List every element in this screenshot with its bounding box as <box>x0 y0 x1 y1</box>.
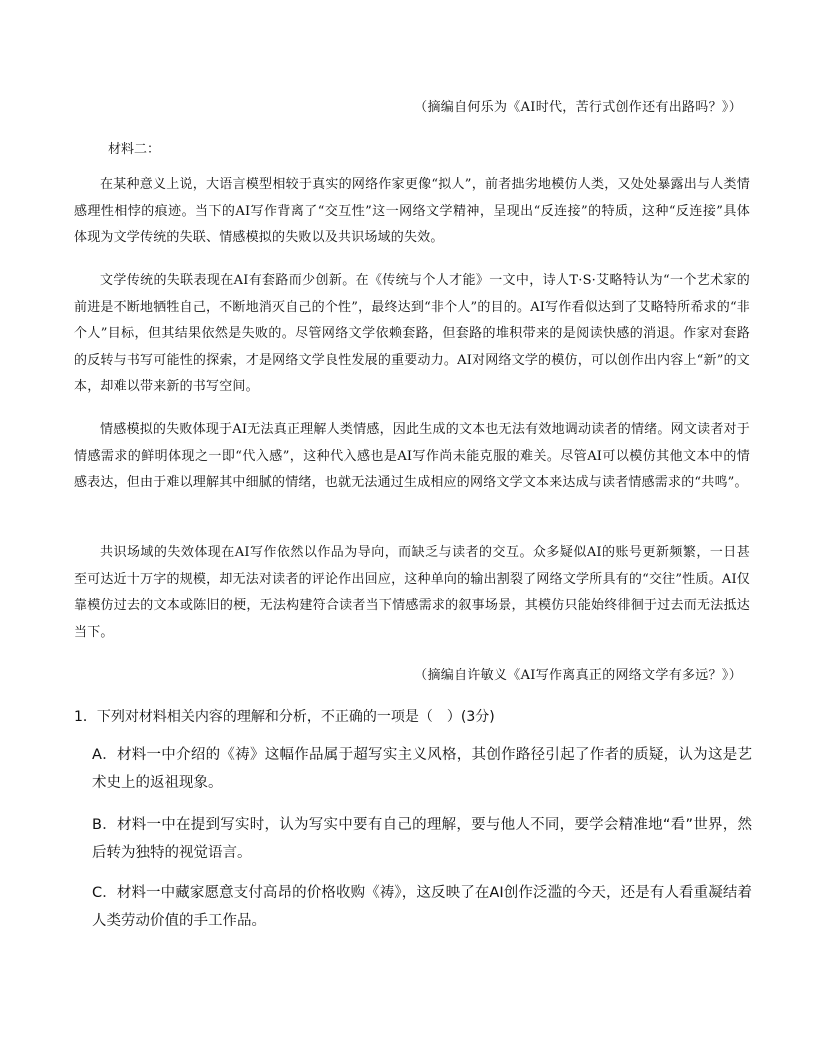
question-stem: 1．下列对材料相关内容的理解和分析，不正确的一项是（ ）(3分) <box>74 709 495 725</box>
source-citation-2: （摘编自许敏义《AI写作离真正的网络文学有多远？》） <box>414 668 742 683</box>
option-b[interactable]: B．材料一中在提到写实时，认为写实中要有自己的理解，要与他人不同，要学会精准地“看”世界，然后转为独特的视觉语言。 <box>92 817 752 861</box>
option-a[interactable]: A．材料一中介绍的《祷》这幅作品属于超写实主义风格，其创作路径引起了作者的质疑，认为这是艺术史上的返祖现象。 <box>92 747 752 791</box>
paragraph-2: 文学传统的失联表现在AI有套路而少创新。在《传统与个人才能》一文中，诗人T·S·艾略特认为“一个艺术家的前进是不断地牺牲自己，不断地消灭自己的个性”，最终达到“非个人”的目的。AI写作看似达到了艾略特所希求的“非个人”目标，但其结果依然是失败的。尽管网络文学依赖套路，但套路的堆积带来的是阅读快感的消退。作家对套路的反转与书写可能性的探索，才是网络文学良性发展的重要动力。AI对网络文学的模仿，可以创作出内容上“新”的文本，却难以带来新的书写空间。 <box>74 273 750 394</box>
option-c[interactable]: C．材料一中藏家愿意支付高昂的价格收购《祷》，这反映了在AI创作泛滥的今天，还是有人看重凝结着人类劳动价值的手工作品。 <box>92 885 752 929</box>
paragraph-1: 在某种意义上说，大语言模型相较于真实的网络作家更像“拟人”，前者拙劣地模仿人类，又处处暴露出与人类情感理性相悖的痕迹。当下的AI写作背离了“交互性”这一网络文学精神，呈现出“反连接”的特质，这种“反连接”具体体现为文学传统的失联、情感模拟的失败以及共识场域的失效。 <box>74 177 750 245</box>
source-citation-1: （摘编自何乐为《AI时代，苦行式创作还有出路吗？》） <box>414 100 742 115</box>
paragraph-3: 情感模拟的失败体现于AI无法真正理解人类情感，因此生成的文本也无法有效地调动读者的情绪。网文读者对于情感需求的鲜明体现之一即“代入感”，这种代入感也是AI写作尚未能克服的难关。尽管AI可以模仿其他文本中的情感表达，但由于难以理解其中细腻的情绪，也就无法通过生成相应的网络文学文本来达成与读者情感需求的“共鸣”。 <box>74 422 750 490</box>
paragraph-4: 共识场域的失效体现在AI写作依然以作品为导向，而缺乏与读者的交互。众多疑似AI的账号更新频繁，一日甚至可达近十万字的规模，却无法对读者的评论作出回应，这种单向的输出割裂了网络文学所具有的“交往”性质。AI仅靠模仿过去的文本或陈旧的梗，无法构建符合读者当下情感需求的叙事场景，其模仿只能始终徘徊于过去而无法抵达当下。 <box>74 545 750 640</box>
material-heading: 材料二： <box>108 142 161 157</box>
